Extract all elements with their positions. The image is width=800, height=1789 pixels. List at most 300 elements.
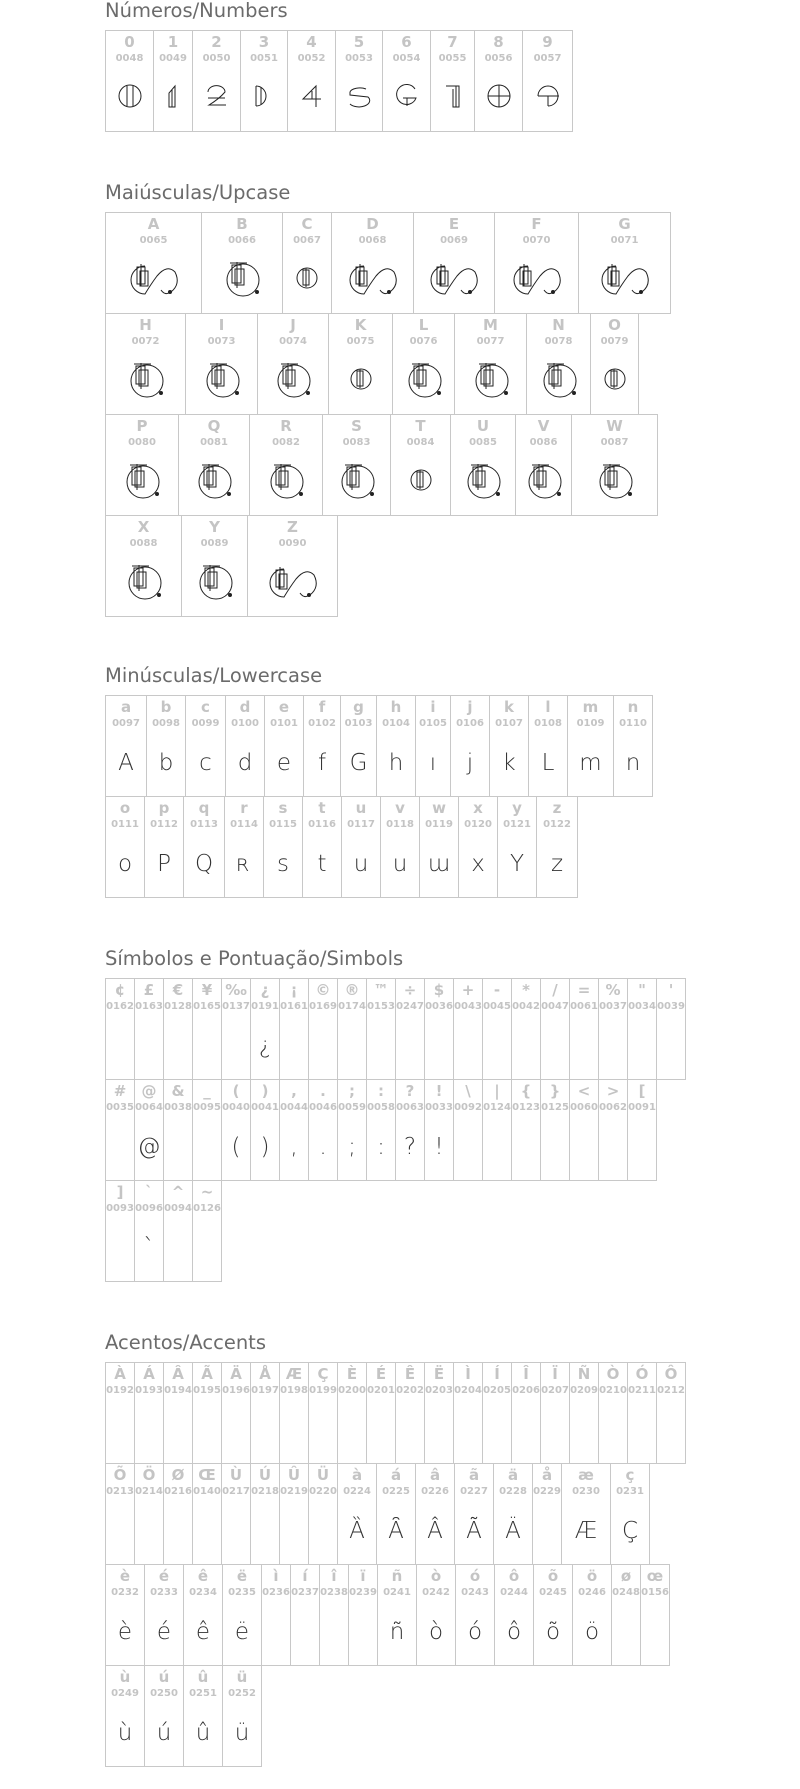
glyph-code: 0055 bbox=[438, 53, 467, 64]
glyph-preview bbox=[241, 77, 287, 119]
glyph-sample: Â bbox=[427, 1517, 443, 1544]
glyph-code: 0091 bbox=[628, 1102, 656, 1113]
glyph-preview bbox=[309, 1510, 337, 1552]
glyph-cell bbox=[163, 1362, 193, 1464]
glyph-code: 0046 bbox=[309, 1102, 337, 1113]
glyph-cell bbox=[536, 796, 578, 898]
glyph-character: s bbox=[278, 799, 288, 817]
glyph-code: 0249 bbox=[111, 1688, 139, 1699]
glyph-preview bbox=[454, 1025, 482, 1067]
glyph-character: : bbox=[378, 1082, 384, 1100]
glyph-cell bbox=[163, 978, 193, 1080]
glyph-character: t bbox=[318, 799, 326, 817]
glyph-cell bbox=[567, 695, 614, 797]
glyph-cell bbox=[183, 1665, 223, 1767]
glyph-preview bbox=[193, 1025, 221, 1067]
glyph-preview bbox=[537, 843, 577, 885]
glyph-preview bbox=[106, 1227, 134, 1269]
glyph-sample: s bbox=[277, 850, 289, 877]
glyph-row bbox=[105, 796, 653, 898]
glyph-character: U bbox=[476, 417, 490, 435]
glyph-code: 0126 bbox=[193, 1203, 221, 1214]
glyph-character: 9 bbox=[542, 33, 553, 51]
glyph-cell bbox=[192, 978, 222, 1080]
glyph-sample: m bbox=[579, 749, 602, 776]
glyph-sample: Ȃ bbox=[388, 1517, 404, 1544]
glyph-sample: z bbox=[550, 850, 564, 877]
glyph-cell bbox=[522, 30, 573, 132]
glyph-code: 0070 bbox=[522, 235, 551, 246]
glyph-code: 0053 bbox=[345, 53, 373, 64]
glyph-code: 0075 bbox=[346, 336, 375, 347]
glyph-cell bbox=[415, 1463, 455, 1565]
glyph-sample: G bbox=[349, 749, 368, 776]
glyph-cell bbox=[261, 1564, 291, 1666]
glyph-sample-icon bbox=[217, 258, 267, 302]
glyph-preview bbox=[309, 1126, 337, 1168]
glyph-cell bbox=[105, 30, 154, 132]
glyph-code: 0035 bbox=[106, 1102, 134, 1113]
glyph-cell bbox=[611, 1564, 641, 1666]
glyph-sample: ¿ bbox=[258, 1032, 272, 1059]
glyph-preview bbox=[425, 1409, 453, 1451]
glyph-cell bbox=[337, 1079, 367, 1181]
glyph-sample: ɯ bbox=[427, 850, 451, 877]
glyph-preview bbox=[495, 1611, 533, 1653]
glyph-code: 0230 bbox=[572, 1486, 600, 1497]
glyph-preview bbox=[568, 742, 613, 784]
glyph-character: ó bbox=[469, 1567, 481, 1585]
glyph-preview bbox=[490, 742, 528, 784]
glyph-preview bbox=[512, 1126, 540, 1168]
glyph-cell bbox=[240, 30, 288, 132]
glyph-code: 0092 bbox=[454, 1102, 482, 1113]
glyph-cell bbox=[376, 1463, 416, 1565]
glyph-cell bbox=[382, 30, 431, 132]
glyph-cell bbox=[598, 1079, 628, 1181]
glyph-preview bbox=[338, 1025, 366, 1067]
glyph-character: b bbox=[160, 698, 172, 716]
glyph-character: È bbox=[346, 1365, 358, 1383]
glyph-preview bbox=[541, 1126, 569, 1168]
glyph-preview bbox=[182, 562, 247, 604]
glyph-sample: Ã bbox=[466, 1517, 482, 1544]
glyph-cell bbox=[192, 1079, 222, 1181]
glyph-sample-icon bbox=[486, 83, 512, 113]
glyph-character: k bbox=[504, 698, 514, 716]
glyph-code: 0125 bbox=[541, 1102, 569, 1113]
glyph-character: Ê bbox=[404, 1365, 416, 1383]
glyph-character: à bbox=[351, 1466, 363, 1484]
glyph-character: Û bbox=[287, 1466, 301, 1484]
glyph-sample: Ȁ bbox=[349, 1517, 365, 1544]
glyph-cell bbox=[134, 978, 164, 1080]
glyph-character: û bbox=[197, 1668, 209, 1686]
glyph-character: â bbox=[429, 1466, 441, 1484]
glyph-character: Á bbox=[143, 1365, 155, 1383]
glyph-row bbox=[105, 978, 686, 1080]
glyph-cell bbox=[515, 414, 572, 516]
glyph-sample: ı bbox=[429, 749, 437, 776]
glyph-sample-icon bbox=[332, 460, 382, 504]
glyph-preview bbox=[291, 1611, 319, 1653]
glyph-code: 0101 bbox=[270, 718, 298, 729]
glyph-cell bbox=[201, 212, 283, 314]
glyph-character: T bbox=[415, 417, 426, 435]
glyph-sample: é bbox=[156, 1618, 172, 1645]
glyph-character: ¿ bbox=[260, 981, 270, 999]
glyph-cell bbox=[453, 1079, 483, 1181]
glyph-character: ø bbox=[620, 1567, 632, 1585]
glyph-character: € bbox=[172, 981, 184, 999]
glyph-character: ú bbox=[158, 1668, 170, 1686]
glyph-preview bbox=[251, 1510, 279, 1552]
glyph-character: r bbox=[240, 799, 248, 817]
glyph-preview bbox=[591, 360, 638, 402]
glyph-cell bbox=[392, 313, 455, 415]
glyph-character: Œ bbox=[198, 1466, 216, 1484]
glyph-cell bbox=[263, 796, 303, 898]
glyph-code: 0034 bbox=[628, 1001, 656, 1012]
glyph-sample: h bbox=[388, 749, 404, 776]
glyph-preview bbox=[193, 1510, 221, 1552]
glyph-preview bbox=[562, 1510, 610, 1552]
glyph-code: 0108 bbox=[534, 718, 562, 729]
glyph-character: Ì bbox=[465, 1365, 471, 1383]
glyph-code: 0033 bbox=[425, 1102, 453, 1113]
glyph-cell bbox=[185, 313, 258, 415]
glyph-character: % bbox=[605, 981, 621, 999]
glyph-preview bbox=[451, 461, 515, 503]
glyph-code: 0116 bbox=[308, 819, 336, 830]
glyph-cell bbox=[569, 978, 599, 1080]
glyph-code: 0119 bbox=[425, 819, 453, 830]
glyph-sample: ; bbox=[348, 1133, 356, 1160]
glyph-cell bbox=[489, 695, 529, 797]
glyph-character: Z bbox=[287, 518, 298, 536]
glyph-code: 0114 bbox=[230, 819, 258, 830]
glyph-character: } bbox=[549, 1082, 561, 1100]
glyph-sample: e bbox=[276, 749, 292, 776]
glyph-cell bbox=[341, 796, 381, 898]
glyph-preview bbox=[320, 1611, 348, 1653]
glyph-character: ì bbox=[273, 1567, 279, 1585]
glyph-sample: x bbox=[471, 850, 485, 877]
glyph-code: 0115 bbox=[269, 819, 297, 830]
glyph-code: 0250 bbox=[150, 1688, 178, 1699]
glyph-sample: õ bbox=[545, 1618, 561, 1645]
glyph-preview bbox=[425, 1025, 453, 1067]
glyph-character: ô bbox=[508, 1567, 520, 1585]
glyph-character: ê bbox=[197, 1567, 209, 1585]
glyph-sample-icon bbox=[458, 460, 508, 504]
glyph-character: Â bbox=[172, 1365, 184, 1383]
glyph-cell bbox=[453, 1362, 483, 1464]
glyph-sample: û bbox=[195, 1719, 211, 1746]
glyph-code: 0117 bbox=[347, 819, 375, 830]
glyph-code: 0224 bbox=[343, 1486, 371, 1497]
glyph-character: Ï bbox=[552, 1365, 558, 1383]
glyph-sample: ú bbox=[156, 1719, 172, 1746]
glyph-code: 0193 bbox=[135, 1385, 163, 1396]
glyph-sample-icon bbox=[602, 364, 628, 398]
glyph-character: Ù bbox=[229, 1466, 243, 1484]
glyph-row bbox=[105, 212, 671, 314]
glyph-preview bbox=[106, 843, 144, 885]
glyph-cell bbox=[340, 695, 377, 797]
glyph-character: ; bbox=[349, 1082, 355, 1100]
glyph-cell bbox=[450, 414, 516, 516]
glyph-character: ¢ bbox=[114, 981, 126, 999]
glyph-preview bbox=[251, 1409, 279, 1451]
glyph-character: w bbox=[432, 799, 446, 817]
glyph-code: 0078 bbox=[544, 336, 573, 347]
glyph-code: 0061 bbox=[570, 1001, 598, 1012]
glyph-character: ë bbox=[236, 1567, 248, 1585]
glyph-code: 0234 bbox=[189, 1587, 217, 1598]
glyph-preview bbox=[164, 1025, 192, 1067]
glyph-character: Ã bbox=[201, 1365, 213, 1383]
glyph-preview bbox=[264, 843, 302, 885]
glyph-preview bbox=[106, 742, 146, 784]
glyph-sample: ` bbox=[143, 1234, 155, 1261]
glyph-character: . bbox=[320, 1082, 326, 1100]
glyph-character: | bbox=[494, 1082, 500, 1100]
glyph-sample-icon bbox=[592, 258, 658, 302]
glyph-cell bbox=[453, 978, 483, 1080]
glyph-cell bbox=[134, 1180, 164, 1282]
glyph-character: 7 bbox=[447, 33, 458, 51]
glyph-character: c bbox=[201, 698, 210, 716]
glyph-cell bbox=[482, 978, 512, 1080]
glyph-character: H bbox=[139, 316, 152, 334]
glyph-preview bbox=[226, 742, 264, 784]
glyph-sample-icon bbox=[519, 460, 569, 504]
glyph-cell bbox=[183, 1564, 223, 1666]
glyph-row bbox=[105, 313, 671, 415]
section-0 bbox=[105, 0, 573, 132]
glyph-code: 0083 bbox=[342, 437, 371, 448]
glyph-code: 0161 bbox=[280, 1001, 308, 1012]
glyph-preview bbox=[393, 360, 454, 402]
glyph-character: è bbox=[119, 1567, 131, 1585]
glyph-code: 0124 bbox=[483, 1102, 511, 1113]
glyph-preview bbox=[164, 1409, 192, 1451]
glyph-cell bbox=[511, 978, 541, 1080]
glyph-code: 0248 bbox=[612, 1587, 640, 1598]
glyph-preview bbox=[309, 1025, 337, 1067]
glyph-character: \ bbox=[465, 1082, 471, 1100]
glyph-code: 0121 bbox=[503, 819, 531, 830]
glyph-code: 0098 bbox=[152, 718, 180, 729]
glyph-cell bbox=[222, 1564, 262, 1666]
glyph-sample-icon bbox=[121, 258, 187, 302]
glyph-character: C bbox=[301, 215, 313, 233]
glyph-cell bbox=[105, 1463, 135, 1565]
glyph-code: 0052 bbox=[297, 53, 326, 64]
glyph-cell bbox=[474, 30, 523, 132]
glyph-preview bbox=[383, 77, 430, 119]
glyph-cell bbox=[395, 1362, 425, 1464]
glyph-preview bbox=[628, 1126, 656, 1168]
glyph-preview bbox=[425, 1126, 453, 1168]
glyph-character: ™ bbox=[373, 981, 389, 999]
glyph-preview bbox=[280, 1025, 308, 1067]
glyph-preview bbox=[614, 742, 652, 784]
glyph-character: N bbox=[552, 316, 565, 334]
glyph-character: E bbox=[448, 215, 460, 233]
glyph-cell bbox=[134, 1362, 164, 1464]
glyph-code: 0206 bbox=[512, 1385, 540, 1396]
glyph-code: 0200 bbox=[338, 1385, 366, 1396]
glyph-character: ) bbox=[261, 1082, 269, 1100]
glyph-cell bbox=[533, 1564, 573, 1666]
glyph-preview bbox=[223, 1611, 261, 1653]
glyph-cell bbox=[561, 1463, 611, 1565]
glyph-code: 0082 bbox=[272, 437, 300, 448]
glyph-code: 0209 bbox=[570, 1385, 598, 1396]
glyph-code: 0099 bbox=[191, 718, 220, 729]
glyph-character: œ bbox=[646, 1567, 664, 1585]
glyph-character: # bbox=[113, 1082, 127, 1100]
glyph-character: Õ bbox=[113, 1466, 127, 1484]
glyph-preview bbox=[454, 1126, 482, 1168]
glyph-sample-icon bbox=[466, 359, 516, 403]
glyph-sample: @ bbox=[137, 1133, 161, 1160]
glyph-cell bbox=[222, 1665, 262, 1767]
glyph-row bbox=[105, 414, 671, 516]
glyph-character: u bbox=[355, 799, 367, 817]
glyph-preview bbox=[225, 843, 263, 885]
glyph-sample: ò bbox=[428, 1618, 444, 1645]
glyph-code: 0229 bbox=[533, 1486, 561, 1497]
glyph-preview bbox=[641, 1611, 669, 1653]
glyph-code: 0214 bbox=[135, 1486, 163, 1497]
glyph-sample-icon bbox=[189, 460, 239, 504]
glyph-preview bbox=[250, 461, 322, 503]
glyph-preview bbox=[570, 1025, 598, 1067]
glyph-code: 0097 bbox=[112, 718, 140, 729]
section-title: Números/Numbers bbox=[105, 0, 288, 22]
glyph-preview bbox=[193, 77, 240, 119]
glyph-preview bbox=[332, 259, 413, 301]
glyph-cell bbox=[250, 1463, 280, 1565]
glyph-cell bbox=[221, 1463, 251, 1565]
glyph-character: ¡ bbox=[290, 981, 298, 999]
glyph-character: 1 bbox=[167, 33, 179, 51]
glyph-preview bbox=[164, 1227, 192, 1269]
glyph-character: ï bbox=[360, 1567, 366, 1585]
glyph-character: ! bbox=[435, 1082, 443, 1100]
glyph-preview bbox=[184, 1611, 222, 1653]
glyph-character: Ô bbox=[664, 1365, 678, 1383]
glyph-character: " bbox=[638, 981, 646, 999]
glyph-code: 0045 bbox=[483, 1001, 511, 1012]
glyph-character: ' bbox=[668, 981, 674, 999]
glyph-code: 0162 bbox=[106, 1001, 134, 1012]
glyph-character: ä bbox=[507, 1466, 519, 1484]
glyph-cell bbox=[322, 414, 391, 516]
section-title: Símbolos e Pontuação/Simbols bbox=[105, 947, 404, 970]
glyph-character: - bbox=[493, 981, 501, 999]
glyph-cell bbox=[308, 978, 338, 1080]
glyph-sample-icon bbox=[348, 364, 374, 398]
glyph-sample: Q bbox=[194, 850, 214, 877]
glyph-cell bbox=[348, 1564, 378, 1666]
glyph-code: 0217 bbox=[222, 1486, 250, 1497]
glyph-sample-icon bbox=[117, 83, 143, 113]
glyph-preview bbox=[265, 742, 303, 784]
glyph-preview bbox=[186, 742, 225, 784]
glyph-cell bbox=[511, 1079, 541, 1181]
glyph-code: 0242 bbox=[422, 1587, 450, 1598]
glyph-sample: ê bbox=[195, 1618, 211, 1645]
glyph-character: 4 bbox=[306, 33, 317, 51]
glyph-code: 0072 bbox=[131, 336, 160, 347]
glyph-cell bbox=[337, 978, 367, 1080]
glyph-code: 0216 bbox=[164, 1486, 192, 1497]
glyph-character: v bbox=[395, 799, 405, 817]
glyph-cell bbox=[454, 313, 527, 415]
glyph-preview bbox=[417, 1611, 455, 1653]
glyph-code: 0063 bbox=[396, 1102, 424, 1113]
glyph-character: M bbox=[483, 316, 498, 334]
section-2 bbox=[105, 665, 653, 898]
glyph-character: { bbox=[520, 1082, 532, 1100]
glyph-character: Q bbox=[207, 417, 221, 435]
glyph-sample-icon bbox=[261, 460, 311, 504]
glyph-code: 0059 bbox=[338, 1102, 366, 1113]
glyph-character: j bbox=[467, 698, 473, 716]
glyph-character: B bbox=[236, 215, 248, 233]
glyph-character: L bbox=[418, 316, 429, 334]
section-title: Minúsculas/Lowercase bbox=[105, 664, 323, 687]
glyph-cell bbox=[450, 695, 490, 797]
glyph-character: Æ bbox=[285, 1365, 303, 1383]
glyph-row bbox=[105, 695, 653, 797]
glyph-cell bbox=[282, 212, 332, 314]
glyph-character: i bbox=[430, 698, 436, 716]
glyph-sample: d bbox=[237, 749, 253, 776]
glyph-code: 0165 bbox=[193, 1001, 221, 1012]
glyph-cell bbox=[192, 1180, 222, 1282]
glyph-row bbox=[105, 1463, 686, 1565]
glyph-sample-icon bbox=[119, 561, 169, 605]
glyph-character: ¥ bbox=[201, 981, 213, 999]
glyph-cell bbox=[598, 1362, 628, 1464]
glyph-code: 0199 bbox=[309, 1385, 337, 1396]
glyph-character: Ò bbox=[606, 1365, 620, 1383]
glyph-preview bbox=[135, 1409, 163, 1451]
glyph-character: å bbox=[541, 1466, 553, 1484]
glyph-character: Í bbox=[494, 1365, 500, 1383]
glyph-cell bbox=[247, 515, 338, 617]
glyph-cell bbox=[250, 1362, 280, 1464]
glyph-preview bbox=[454, 1409, 482, 1451]
glyph-preview bbox=[570, 1126, 598, 1168]
glyph-sample: b bbox=[158, 749, 174, 776]
glyph-code: 0192 bbox=[106, 1385, 134, 1396]
glyph-preview bbox=[147, 742, 185, 784]
glyph-code: 0067 bbox=[293, 235, 321, 246]
glyph-preview bbox=[164, 1510, 192, 1552]
glyph-cell bbox=[454, 1463, 494, 1565]
glyph-code: 0088 bbox=[129, 538, 158, 549]
glyph-preview bbox=[416, 1510, 454, 1552]
glyph-preview bbox=[106, 1025, 134, 1067]
glyph-preview bbox=[599, 1409, 627, 1451]
glyph-sample: ö bbox=[584, 1618, 600, 1645]
